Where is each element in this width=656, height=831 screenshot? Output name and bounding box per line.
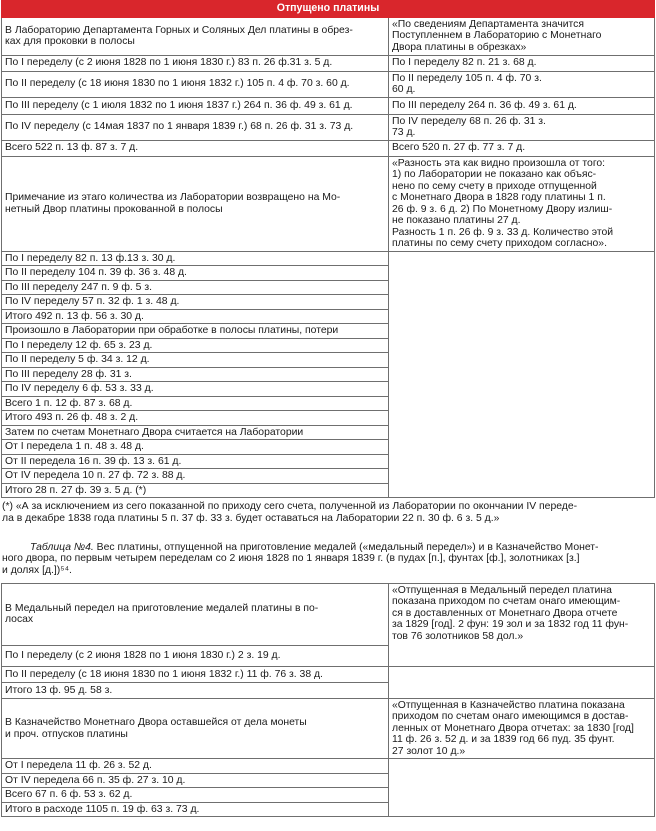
row-label: Всего 522 п. 13 ф. 87 з. 7 д. xyxy=(2,140,389,156)
table-header-row xyxy=(2,1,655,18)
table-row xyxy=(2,666,655,682)
row-label: Итого 13 ф. 95 д. 58 з. xyxy=(2,682,389,698)
table-row xyxy=(2,251,655,266)
table-row xyxy=(2,698,655,759)
medals-table xyxy=(1,583,655,818)
caption-label: Таблица №4. xyxy=(30,541,94,553)
row-label: По III переделу (с 1 июля 1832 по 1 июня 1837 г.) 264 п. 36 ф. 49 з. 61 д. xyxy=(2,97,389,114)
line-cell: От IV передела 66 п. 35 ф. 27 з. 10 д. xyxy=(2,773,389,788)
row-note: Всего 520 п. 27 ф. 77 з. 7 д. xyxy=(389,140,655,156)
line-cell: По III переделу 28 ф. 31 з. xyxy=(2,367,389,382)
line-cell: Итого 492 п. 13 ф. 56 з. 30 д. xyxy=(2,309,389,324)
platinum-table xyxy=(1,0,655,498)
row-label: По II переделу (с 18 июня 1830 по 1 июня 1832 г.) 11 ф. 76 з. 38 д. xyxy=(2,666,389,682)
row-label: По IV переделу (с 14мая 1837 по 1 января 1839 г.) 68 п. 26 ф. 31 з. 73 д. xyxy=(2,114,389,140)
row-note: «Отпущенная в Казначейство платина показана приходом по счетам онаго имеющимся в достав- ленных от Монетнаго Двора отчетах: за 1830 [год] 11 ф. 26 з. 52 д. и за 1839 год 66 пуд. 35 фунт. 27 золот 10 д.» xyxy=(389,698,655,759)
line-cell: От I передела 1 п. 48 з. 48 д. xyxy=(2,440,389,455)
row-label: По II переделу (с 18 июня 1830 по 1 июня 1832 г.) 105 п. 4 ф. 70 з. 60 д. xyxy=(2,71,389,97)
line-cell: Всего 1 п. 12 ф. 87 з. 68 д. xyxy=(2,396,389,411)
table-caption xyxy=(2,542,654,577)
table-row xyxy=(2,759,655,774)
footnote: (*) «А за исключением из сего показанной по приходу сего счета, полученной из Лаборатории по окончании IV переде- ла в декабре 1838 года платины 5 п. 37 ф. 33 з. будет оставаться на Лаборатории 22 п. 30 ф. 6 з. 5 д.» xyxy=(2,501,578,524)
empty-cell xyxy=(389,759,655,817)
line-cell: Итого 493 п. 26 ф. 48 з. 2 д. xyxy=(2,411,389,426)
line-cell: Итого в расходе 1105 п. 19 ф. 63 з. 73 д. xyxy=(2,802,389,817)
row-note: «Разность эта как видно произошла от того: 1) по Лаборатории не показано как объяс- нено по сему счету в приходе отпущенной с Монетнаго Двора в 1828 году платины 1 п. 26 ф. 9 з. 6 д. 2) По Монетному Двору излиш- не показано платины 27 д. Разность 1 п. 26 ф. 9 з. 33 д. Количество этой платины по сему счету приходом согласно». xyxy=(389,156,655,251)
row-label: В Лабораторию Департамента Горных и Соляных Дел платины в обрез- ках для проковки в полосы xyxy=(2,17,389,55)
table-row xyxy=(2,97,655,114)
line-cell: По I переделу 12 ф. 65 з. 23 д. xyxy=(2,338,389,353)
table-row xyxy=(2,114,655,140)
line-cell: По I переделу 82 п. 13 ф.13 з. 30 д. xyxy=(2,251,389,266)
caption-text: Вес платины, отпущенной на приготовление медалей («медальный передел») и в Казначейство Монет- ного двора, по первым четырем переделам со 2 июня 1828 по 1 января 1839 г. (в пудах [п.], фунтах [ф.], золотниках [з.] и долях [д.])⁵⁴. xyxy=(2,541,599,577)
line-cell: От IV передела 10 п. 27 ф. 72 з. 88 д. xyxy=(2,469,389,484)
row-label: В Медальный передел на приготовление медалей платины в по- лосах xyxy=(2,583,389,645)
table-row xyxy=(2,583,655,645)
line-cell: Итого 28 п. 27 ф. 39 з. 5 д. (*) xyxy=(2,483,389,498)
table-row xyxy=(2,55,655,71)
row-label: Примечание из этаго количества из Лаборатории возвращено на Мо- нетный Двор платины прокованной в полосы xyxy=(2,156,389,251)
line-cell: По II переделу 104 п. 39 ф. 36 з. 48 д. xyxy=(2,266,389,281)
row-label: По I переделу (с 2 июня 1828 по 1 июня 1830 г.) 83 п. 26 ф.31 з. 5 д. xyxy=(2,55,389,71)
table-row xyxy=(2,156,655,251)
table-row xyxy=(2,140,655,156)
table-title: Отпущено платины xyxy=(2,1,655,18)
row-note: По III переделу 264 п. 36 ф. 49 з. 61 д. xyxy=(389,97,655,114)
line-cell: От I передела 11 ф. 26 з. 52 д. xyxy=(2,759,389,774)
empty-cell xyxy=(389,666,655,698)
row-label: По I переделу (с 2 июня 1828 по 1 июня 1830 г.) 2 з. 19 д. xyxy=(2,645,389,666)
line-cell: По III переделу 247 п. 9 ф. 5 з. xyxy=(2,280,389,295)
row-note: По I переделу 82 п. 21 з. 68 д. xyxy=(389,55,655,71)
line-cell: По II переделу 5 ф. 34 з. 12 д. xyxy=(2,353,389,368)
line-cell: Всего 67 п. 6 ф. 53 з. 62 д. xyxy=(2,788,389,803)
line-cell: От II передела 16 п. 39 ф. 13 з. 61 д. xyxy=(2,454,389,469)
line-cell: По IV переделу 57 п. 32 ф. 1 з. 48 д. xyxy=(2,295,389,310)
row-label: В Казначейство Монетнаго Двора оставшейся от дела монеты и проч. отпусков платины xyxy=(2,698,389,759)
row-note: По II переделу 105 п. 4 ф. 70 з. 60 д. xyxy=(389,71,655,97)
line-cell: Затем по счетам Монетнаго Двора считается на Лаборатории xyxy=(2,425,389,440)
row-note: По IV переделу 68 п. 26 ф. 31 з. 73 д. xyxy=(389,114,655,140)
table-row xyxy=(2,17,655,55)
row-note: «Отпущенная в Медальный передел платина показана приходом по счетам онаго имеющим- ся в доставленных от Монетнаго Двора отчете за 1829 [год]. 2 фун: 19 зол и за 1832 год 11 фун- тов 76 золотников 58 дол.» xyxy=(389,583,655,666)
row-note: «По сведениям Департамента значится Поступленнем в Лабораторию с Монетнаго Двора платины в обрезках» xyxy=(389,17,655,55)
line-cell: По IV переделу 6 ф. 53 з. 33 д. xyxy=(2,382,389,397)
table-row xyxy=(2,71,655,97)
line-cell: Произошло в Лаборатории при обработке в полосы платины, потери xyxy=(2,324,389,339)
empty-cell xyxy=(389,251,655,498)
